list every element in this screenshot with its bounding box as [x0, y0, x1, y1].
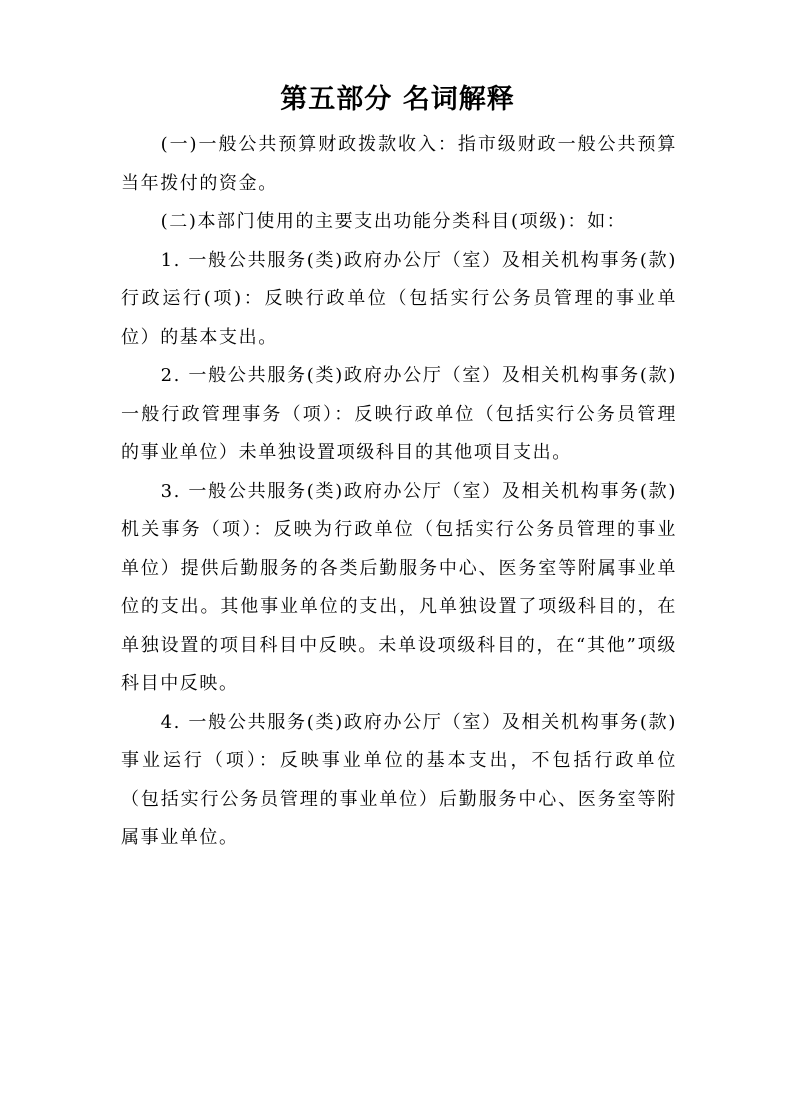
paragraph-item-2-general-administration: 2. 一般公共服务(类)政府办公厅（室）及相关机构事务(款)一般行政管理事务（项）：反映行政单位（包括实行公务员管理的事业单位）未单独设置项级科目的其他项目支出。 [121, 365, 677, 463]
page-title: 第五部分 名词解释 [280, 84, 515, 115]
paragraph-budget-income: (一)一般公共预算财政拨款收入：指市级财政一般公共预算当年拨付的资金。 [121, 134, 677, 194]
paragraph-item-1-administrative-operation: 1. 一般公共服务(类)政府办公厅（室）及相关机构事务(款)行政运行(项)：反映行政单位（包括实行公务员管理的事业单位）的基本支出。 [121, 249, 677, 348]
paragraph-item-3-agency-affairs: 3. 一般公共服务(类)政府办公厅（室）及相关机构事务(款)机关事务（项）：反映为行政单位（包括实行公务员管理的事业单位）提供后勤服务的各类后勤服务中心、医务室等附属事业单位的支出。其他事业单位的支出，凡单独设置了项级科目的，在单独设置的项目科目中反映。未单设项级科目的，在“其他”项级科目中反映。 [121, 480, 677, 694]
document-body [121, 126, 677, 858]
paragraph-item-4-public-institution-operation: 4. 一般公共服务(类)政府办公厅（室）及相关机构事务(款)事业运行（项）：反映事业单位的基本支出，不包括行政单位（包括实行公务员管理的事业单位）后勤服务中心、医务室等附属事业单位。 [121, 711, 677, 848]
paragraph-expenditure-categories: (二)本部门使用的主要支出功能分类科目(项级)：如： [160, 211, 627, 232]
